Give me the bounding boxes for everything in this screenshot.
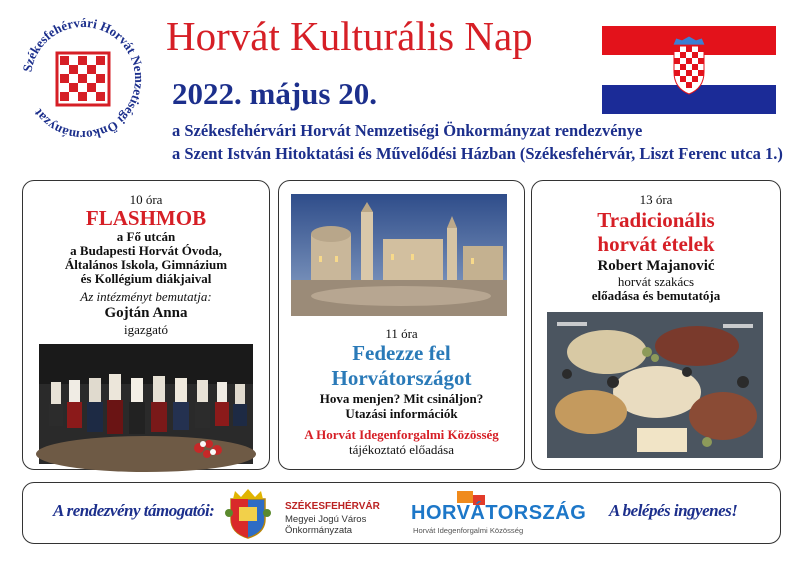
panel-line: előadása és bemutatója (591, 288, 721, 303)
event-date: 2022. május 20. (172, 76, 377, 111)
hr-logo-tagline: Horvát Idegenforgalmi Közösség (413, 526, 524, 535)
panel-time: 10 óra (129, 192, 163, 207)
croatia-tourism-logo (411, 491, 587, 537)
zadar-city-photo (291, 194, 507, 316)
croatian-flag (602, 26, 776, 114)
hr-logo-wordmark: HORVÁTORSZÁG (411, 502, 587, 524)
presenter-role: igazgató (123, 322, 169, 337)
organizer-sub: tájékoztató előadása (348, 442, 455, 457)
panel-heading-line2: horvát ételek (597, 232, 715, 256)
panel-line: Általános Iskola, Gimnázium (64, 257, 228, 272)
presenter-role: horvát szakács (617, 274, 695, 289)
panel-flashmob (22, 180, 270, 470)
panel-time: 13 óra (639, 192, 673, 207)
panel-line: és Kollégium diákjaival (80, 271, 212, 286)
panel-traditional-food (531, 180, 781, 470)
panel-heading-line1: Fedezze fel (352, 341, 451, 365)
panel-heading-line2: Horvátországot (331, 366, 472, 390)
organizer-name: A Horvát Idegenforgalmi Közösség (304, 427, 499, 442)
panel-time: 11 óra (385, 326, 418, 341)
panel-line: Hova menjen? Mit csináljon? (319, 391, 484, 406)
city-name-block (285, 501, 380, 537)
panel-line: a Fő utcán (116, 229, 176, 244)
footer-sponsors (22, 482, 781, 544)
panel-line: a Budapesti Horvát Óvoda, (70, 243, 222, 258)
panel-heading-line1: Tradicionális (597, 208, 715, 232)
organization-logo (14, 10, 152, 148)
city-title: SZÉKESFEHÉRVÁR (285, 501, 380, 512)
city-line: Önkormányzata (285, 525, 353, 537)
city-line: Megyei Jogú Város (285, 513, 367, 525)
folk-dance-photo (39, 344, 253, 464)
panel-discover-croatia (278, 180, 525, 470)
presenter-label: Az intézményt bemutatja: (80, 289, 212, 304)
subtitle-organizer: a Székesfehérvári Horvát Nemzetiségi Önkormányzat rendezvénye (172, 121, 643, 140)
logo-ring-text: Székesfehérvári Horvát Nemzetiségi Önkormányzat (19, 14, 148, 144)
page-title: Horvát Kulturális Nap (166, 13, 533, 59)
free-entry-label: A belépés ingyenes! (609, 501, 738, 520)
presenter-name: Gojtán Anna (104, 305, 188, 321)
presenter-name: Robert Majanović (597, 258, 715, 274)
supporters-label: A rendezvény támogatói: (53, 501, 215, 520)
panel-line: Utazási információk (345, 406, 458, 421)
subtitle-venue: a Szent István Hitoktatási és Művelődési Házban (Székesfehérvár, Liszt Ferenc utca 1.) (172, 144, 783, 163)
city-coat-of-arms-icon (223, 487, 273, 539)
panel-heading: FLASHMOB (85, 206, 207, 230)
food-platter-photo (547, 312, 763, 458)
